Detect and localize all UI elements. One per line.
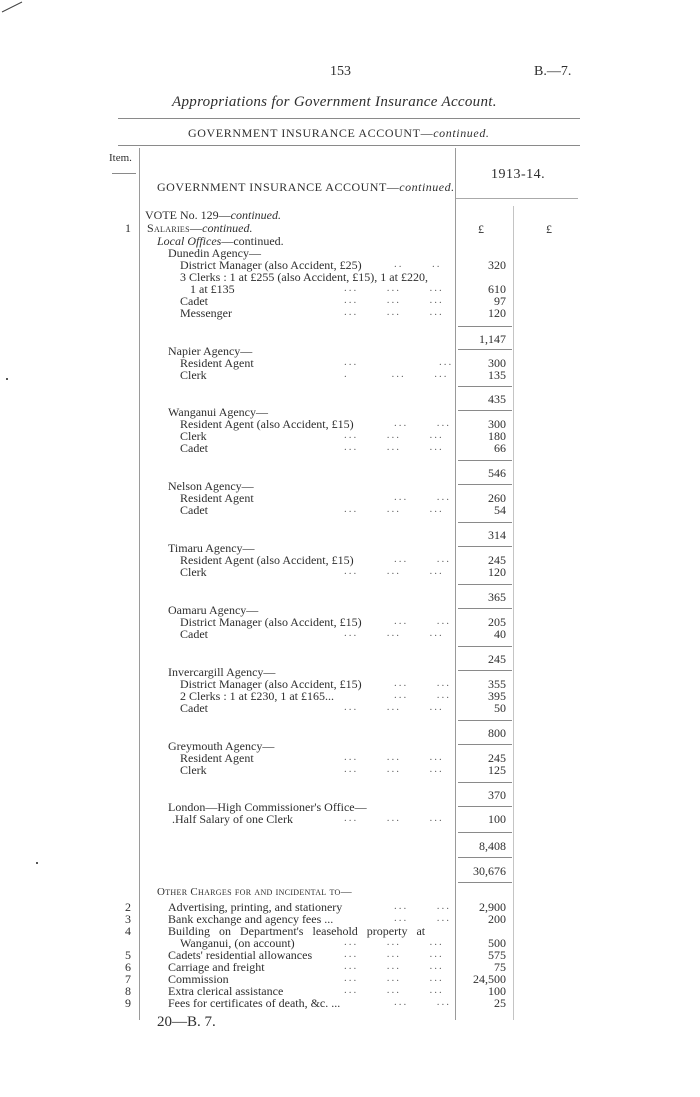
leader-dots: ... ... ... [344, 948, 444, 960]
leader-dots: ... ... ... [344, 282, 444, 294]
subtotal-rule [458, 744, 512, 745]
salary-row-label: Cadet [180, 627, 208, 641]
leader-dots: ... ... ... [344, 294, 444, 306]
subtotal-rule [458, 832, 512, 833]
charge-row-label: Bank exchange and agency fees ... [168, 912, 334, 926]
agency-subtotal: 370 [488, 788, 506, 802]
subtotal-rule [458, 386, 512, 387]
subtotal-rule [458, 608, 512, 609]
salary-value: 610 [488, 282, 506, 296]
charge-row-label: Fees for certificates of death, &c. ... [168, 996, 341, 1010]
salary-value: 300 [488, 356, 506, 370]
salary-value: 97 [494, 294, 506, 308]
scan-speck [6, 378, 8, 380]
salary-row-label: Cadet [180, 503, 208, 517]
leader-dots: ... ... [394, 689, 451, 701]
local-offices-total: 8,408 [479, 839, 506, 853]
leader-dots: . ... ... [344, 368, 449, 380]
charge-value: 25 [494, 996, 506, 1010]
salary-row-label: District Manager (also Accident, £15) [180, 615, 362, 629]
header-rule [118, 118, 580, 119]
salary-value: 40 [494, 627, 506, 641]
agency-name: Dunedin Agency— [168, 246, 261, 260]
charge-value: 75 [494, 960, 506, 974]
subtotal-rule [458, 720, 512, 721]
charge-row-label: Advertising, printing, and stationery [168, 900, 343, 914]
section-heading: GOVERNMENT INSURANCE ACCOUNT—continued. [157, 180, 455, 194]
item-number: 2 [125, 900, 131, 914]
leader-dots: ... ... ... [344, 627, 444, 639]
salary-value: 135 [488, 368, 506, 382]
charge-row-label: Cadets' residential allowances [168, 948, 313, 962]
agency-subtotal: 245 [488, 652, 506, 666]
leader-dots: ... ... ... [344, 936, 444, 948]
leader-dots: ... ... ... [344, 565, 444, 577]
subtotal-rule [458, 584, 512, 585]
leader-dots: ... ... ... [344, 306, 444, 318]
salary-row-label: .Half Salary of one Clerk [172, 812, 293, 826]
leader-dots: ... ... [394, 912, 451, 924]
salary-row-label: Cadet [180, 701, 208, 715]
leader-dots: ... ... ... [344, 701, 444, 713]
other-charges-heading: Other Charges for and incidental to— [157, 886, 352, 898]
item-number: 5 [125, 948, 131, 962]
subtotal-rule [458, 546, 512, 547]
leader-dots: ... ... ... [344, 751, 444, 763]
leader-dots: ... ... [344, 356, 454, 368]
salaries-total: 30,676 [473, 864, 506, 878]
leader-dots: ... ... ... [344, 812, 444, 824]
agency-subtotal: 314 [488, 528, 506, 542]
salaries-heading: Salaries—continued. [147, 221, 253, 235]
leader-dots: ... ... ... [344, 441, 444, 453]
subtotal-rule [458, 326, 512, 327]
agency-subtotal: 435 [488, 392, 506, 406]
leader-dots: ... ... ... [344, 960, 444, 972]
leader-dots: ... ... ... [344, 429, 444, 441]
agency-name: Wanganui Agency— [168, 405, 269, 419]
salary-value: 355 [488, 677, 506, 691]
item-number: 9 [125, 996, 131, 1010]
item-number: 6 [125, 960, 131, 974]
charge-row-label: Wanganui, (on account) [180, 936, 295, 950]
currency-symbol-col2: £ [546, 222, 552, 236]
salary-row-label: Resident Agent [180, 751, 254, 765]
leader-dots: ... ... ... [344, 763, 444, 775]
leader-dots: ... ... [394, 417, 451, 429]
charge-value: 24,500 [473, 972, 506, 986]
vote-heading: VOTE No. 129—continued. [145, 208, 281, 222]
agency-subtotal: 365 [488, 590, 506, 604]
salary-row-label: Resident Agent [180, 491, 254, 505]
salary-value: 125 [488, 763, 506, 777]
subtotal-rule [458, 806, 512, 807]
charge-row-label: Commission [168, 972, 229, 986]
margin-mark [0, 0, 30, 14]
item-number: 8 [125, 984, 131, 998]
salary-row-label: Cadet [180, 294, 208, 308]
salary-value: 120 [488, 565, 506, 579]
salary-value: 180 [488, 429, 506, 443]
item-column-divider [139, 148, 140, 1020]
signature-mark: 20—B. 7. [157, 1014, 216, 1030]
salary-row-label: District Manager (also Accident, £25) [180, 258, 362, 272]
leader-dots: ... ... [394, 677, 451, 689]
leader-dots: ... ... [394, 615, 451, 627]
salary-row-label: Clerk [180, 429, 207, 443]
salary-row-label: Clerk [180, 763, 207, 777]
item-label-rule [112, 173, 136, 174]
charge-value: 2,900 [479, 900, 506, 914]
local-offices-heading: Local Offices—continued. [157, 234, 284, 248]
subtotal-rule [458, 857, 512, 858]
salary-row-label: District Manager (also Accident, £15) [180, 677, 362, 691]
subtotal-rule [458, 349, 512, 350]
item-number: 7 [125, 972, 131, 986]
subtotal-rule [458, 646, 512, 647]
currency-symbol-col1: £ [478, 222, 484, 236]
scan-speck [36, 862, 38, 864]
subcolumn-divider [513, 206, 514, 1020]
leader-dots: ... ... [394, 900, 451, 912]
agency-name: Invercargill Agency— [168, 665, 276, 679]
salary-row-label: Clerk [180, 368, 207, 382]
agency-name: Nelson Agency— [168, 479, 254, 493]
leader-dots: ... ... [394, 996, 451, 1008]
salary-value: 66 [494, 441, 506, 455]
agency-name: Greymouth Agency— [168, 739, 275, 753]
subtotal-rule [458, 522, 512, 523]
salary-value: 245 [488, 553, 506, 567]
running-title: Appropriations for Government Insurance Account. [172, 94, 497, 110]
salary-row-label: Resident Agent (also Accident, £15) [180, 417, 354, 431]
heading-rule [118, 145, 580, 146]
subtotal-rule [458, 484, 512, 485]
salary-value: 120 [488, 306, 506, 320]
salary-value: 50 [494, 701, 506, 715]
salary-row-label: Resident Agent [180, 356, 254, 370]
salary-value: 100 [488, 812, 506, 826]
page-number: 153 [330, 64, 351, 79]
year-rule [456, 198, 578, 199]
item-number-salaries: 1 [125, 221, 131, 235]
agency-name: Timaru Agency— [168, 541, 255, 555]
salary-row-label: Resident Agent (also Accident, £15) [180, 553, 354, 567]
charge-value: 200 [488, 912, 506, 926]
item-number: 3 [125, 912, 131, 926]
item-number: 4 [125, 924, 131, 938]
charge-row-label: Extra clerical assistance [168, 984, 284, 998]
fiscal-year-label: 1913-14. [491, 167, 546, 182]
account-heading: GOVERNMENT INSURANCE ACCOUNT—continued. [188, 126, 490, 140]
salary-value: 245 [488, 751, 506, 765]
salary-value: 260 [488, 491, 506, 505]
subtotal-rule [458, 670, 512, 671]
salary-row-label: 2 Clerks : 1 at £230, 1 at £165... [180, 689, 334, 703]
charge-value: 100 [488, 984, 506, 998]
leader-dots: .. .. [394, 258, 442, 270]
salary-row-label: Cadet [180, 441, 208, 455]
value-column-divider [455, 148, 456, 1020]
item-column-label: Item. [109, 152, 132, 164]
leader-dots: ... ... [394, 491, 451, 503]
salary-value: 395 [488, 689, 506, 703]
leader-dots: ... ... ... [344, 984, 444, 996]
subtotal-rule [458, 882, 512, 883]
leader-dots: ... ... [394, 553, 451, 565]
agency-subtotal: 1,147 [479, 332, 506, 346]
paper-reference: B.—7. [534, 64, 572, 79]
agency-name: Oamaru Agency— [168, 603, 259, 617]
salary-row-label: Messenger [180, 306, 232, 320]
agency-subtotal: 800 [488, 726, 506, 740]
salary-value: 205 [488, 615, 506, 629]
leader-dots: ... ... ... [344, 972, 444, 984]
charge-row-label: Building on Department's leasehold property at [168, 924, 426, 938]
leader-dots: ... ... ... [344, 503, 444, 515]
salary-value: 320 [488, 258, 506, 272]
subtotal-rule [458, 460, 512, 461]
charge-value: 575 [488, 948, 506, 962]
salary-row-label: Clerk [180, 565, 207, 579]
subtotal-rule [458, 410, 512, 411]
charge-value: 500 [488, 936, 506, 950]
agency-subtotal: 546 [488, 466, 506, 480]
agency-name: Napier Agency— [168, 344, 253, 358]
charge-row-label: Carriage and freight [168, 960, 265, 974]
agency-name: London—High Commissioner's Office— [168, 800, 367, 814]
subtotal-rule [458, 782, 512, 783]
salary-row-label: 3 Clerks : 1 at £255 (also Accident, £15), 1 at £220, [180, 270, 428, 284]
salary-value: 54 [494, 503, 506, 517]
salary-value: 300 [488, 417, 506, 431]
salary-row-label: 1 at £135 [190, 282, 235, 296]
